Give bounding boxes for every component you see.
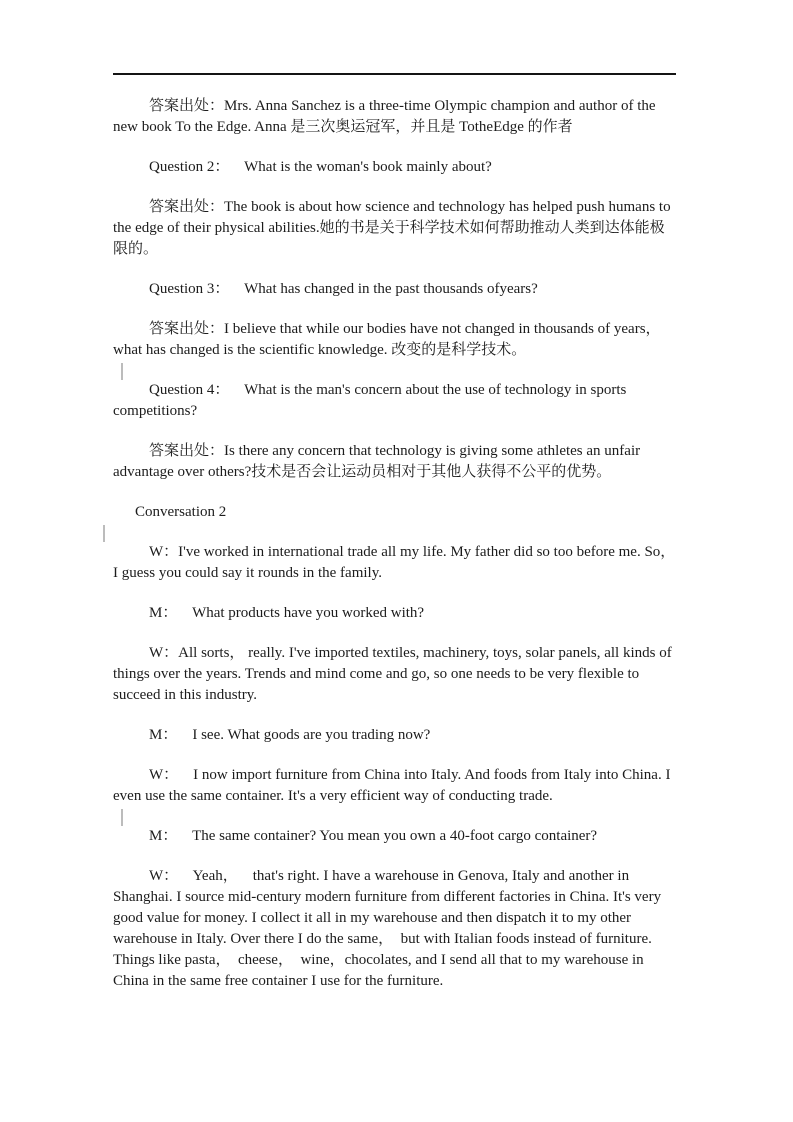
- answer-source-question1: 答案出处：Mrs. Anna Sanchez is a three-time Olympic champion and author of the new book To the Edge. Anna 是三次奥运冠军，并且是 TotheEdge 的作者: [113, 98, 660, 135]
- woman-line-2: W：All sorts， really. I've imported textiles, machinery, toys, solar panels, all kinds of things over the years. Trends and mind come and go, so one needs to be very flexible to succeed in this industry.: [113, 645, 676, 703]
- man-line-2: M： I see. What goods are you trading now?: [149, 727, 431, 743]
- margin-mark: [121, 363, 123, 380]
- document-body: [113, 96, 680, 1011]
- man-line-1: M： What products have you worked with?: [149, 605, 425, 621]
- answer-source-question2: 答案出处：The book is about how science and technology has helped push humans to the edge of their physical abilities.她的书是关于科学技术如何帮助推动人类到达体能极限的。: [113, 199, 675, 257]
- margin-mark: [103, 525, 105, 542]
- question-4: Question 4： What is the man's concern about the use of technology in sports competitions?: [113, 382, 631, 419]
- answer-source-question4: 答案出处：Is there any concern that technology is giving some athletes an unfair advantage over others?技术是否会让运动员相对于其他人获得不公平的优势。: [113, 443, 644, 480]
- man-line-3: M： The same container? You mean you own a 40-foot cargo container?: [149, 828, 598, 844]
- answer-source-question3: 答案出处：I believe that while our bodies have not changed in thousands of years， what has changed is the scientific knowledge. 改变的是科学技术。: [113, 319, 676, 361]
- question-3: Question 3： What has changed in the past thousands ofyears?: [149, 281, 538, 297]
- woman-line-4: W： Yeah， that's right. I have a warehouse in Genova, Italy and another in Shanghai. I source mid-century modern furniture from different factories in China. It's very good value for money. I collect it all in my warehouse and then dispatch it to my other warehouse in Italy. Over there I do the same， but with Italian foods instead of furniture. Things like pasta， cheese， wine，chocolates, and I send all that to my warehouse in China in the same free container I use for the furniture.: [113, 868, 665, 989]
- woman-line-1: W：I've worked in international trade all my life. My father did so too before me. So， I guess you could say it rounds in the family.: [113, 544, 680, 581]
- woman-line-3: W： I now import furniture from China into Italy. And foods from Italy into China. I even use the same container. It's a very efficient way of conducting trade.: [113, 765, 676, 807]
- conversation-2-heading: Conversation 2: [113, 502, 676, 523]
- margin-mark: [121, 809, 123, 826]
- header-rule: [113, 73, 676, 75]
- question-2: Question 2： What is the woman's book mainly about?: [149, 159, 492, 175]
